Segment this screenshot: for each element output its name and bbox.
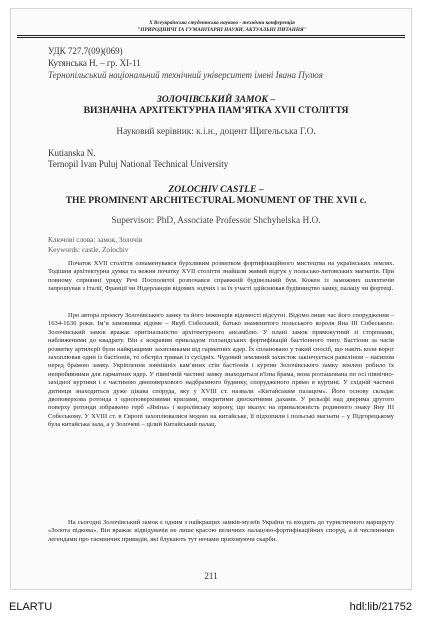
title-en-line1: ZOLOCHIV CASTLE – <box>168 184 264 195</box>
supervisor-en: Supervisor: PhD, Associate Professor Shchyhelska H.O. <box>111 216 321 226</box>
conference-header-line1: X Всеукраїнська студентська науково - технічна конференція <box>149 20 295 26</box>
author-ua: Кутянська Н. – гр. ХІ-11 <box>48 58 141 68</box>
conference-header <box>41 20 403 33</box>
paragraph-3: На сьогодні Золочівський замок є одним з найкращих замків-музеїв України та входить до туристичного маршруту «Золота підкова». Він вражає відвідувачів не лише красою величних палацово-фортифікаційних споруд, а й численними легендами про таємничих привидів, які блукають тут ночами приховуючи скарби. <box>48 519 394 543</box>
footer-handle: hdl:lib/21752 <box>349 601 412 613</box>
header-rule-double <box>17 37 405 38</box>
keywords-ua: Ключові слова: замок, Золочів <box>48 235 143 244</box>
header-rule <box>17 35 405 36</box>
document-page <box>10 8 412 590</box>
university-ua: Тернопільський національний технічний університет імені Івана Пулюя <box>48 70 323 80</box>
keywords-en: Keywords: castle, Zolochiv <box>48 245 129 254</box>
university-en: Ternopil Ivan Puluj National Technical University <box>48 159 229 169</box>
paragraph-2: Про автора проекту Золочівського замку та його інженерів відомості відсутні. Відомо лише час його спорудження – 1634-1636 роки. Ім’я замовника відоме – Якуб Собєський, батько знаменитого польського короля Яна III Собеського. Золочівський замок вражає оригінальністю архітектурного ансамблю. У плані замок прямокутний зі сторонами, наближеними до квадрату. Він є яскравим прикладом голландських фортифікацій бастіонного типу. Бастіони за часів розвитку артилерії були найкращими захисниками від гарматних ядер. Їх сплановано у такий спосіб, що навіть коли ворог захоплював один із бастіонів, то обстріл тривав із сусідніх. Чудовий земляний захисток закінчується равеліном – насипом перед брамою замку. Укріплення зовнішніх кам’яних стін бастіонів і куртин Золочівського замку землею робило їх непробивними для гарматних ядер. У північній частині замку знаходиться в'їзна брама, вона розташована по осі північно-західної куртини і є частиною двоповерхового надбрамного будинку, спорудженого прямо в куртині. У східній частині дитинця знаходиться дуже цікава споруда, яку у XVIII ст. назвали «Китайським палацом». Його основу складає двоповерхова ротонда з одноповерховими крилами, покритими двоскатними дахами. У рельєфі над дверима другого поверху ротонди зображено герб «Яніна» і королівську корону, що вказує на приналежність родинного знаку Яну III Собеському. У XVIII ст. в Європі захоплювалися модою на китайське, її підхопили і польські магнати – у Підгорецькому була китайська зала, а у Золочеві – цілий Китайський палац. <box>48 312 394 429</box>
conference-header-line2: "ПРИРОДНИЧІ ТА ГУМАНІТАРНІ НАУКИ. АКТУАЛЬНІ ПИТАННЯ" <box>137 26 307 33</box>
footer-repository-name: ELARTU <box>9 601 53 613</box>
supervisor-ua: Науковий керівник: к.і.н., доцент Щигельська Г.О. <box>116 127 316 137</box>
title-ua-line2: ВИЗНАЧНА АРХІТЕКТУРНА ПАМ’ЯТКА XVII СТОЛІТТЯ <box>83 105 349 116</box>
page-number: 211 <box>204 571 218 581</box>
paragraph-1: Початок XVII століття ознаменувався бурхливим розвитком фортифікаційного мистецтва на українських землях. Тодішня архітектурна думка та вежня початку XVII століття знайшли живий відгук у польсько-литовських магнатів. При повному сприянні уряду Речі Посполитої розпочався справжній будівельний бум. Кожен із заможних шляхтичів запрошував з Італії, Франції чи Нідерландів відомих зодчих і за їх участі здійснював будівництво замку, палацу чи фортеці. <box>48 260 394 293</box>
author-en: Kutianska N. <box>48 148 96 158</box>
title-en-line2: THE PROMINENT ARCHITECTURAL MONUMENT OF THE XVII c. <box>65 195 367 206</box>
title-ua-line1: ЗОЛОЧІВСЬКИЙ ЗАМОК – <box>156 94 276 105</box>
repository-footer <box>0 596 424 620</box>
udc-code: УДК 727.7(09)(069) <box>48 46 123 56</box>
